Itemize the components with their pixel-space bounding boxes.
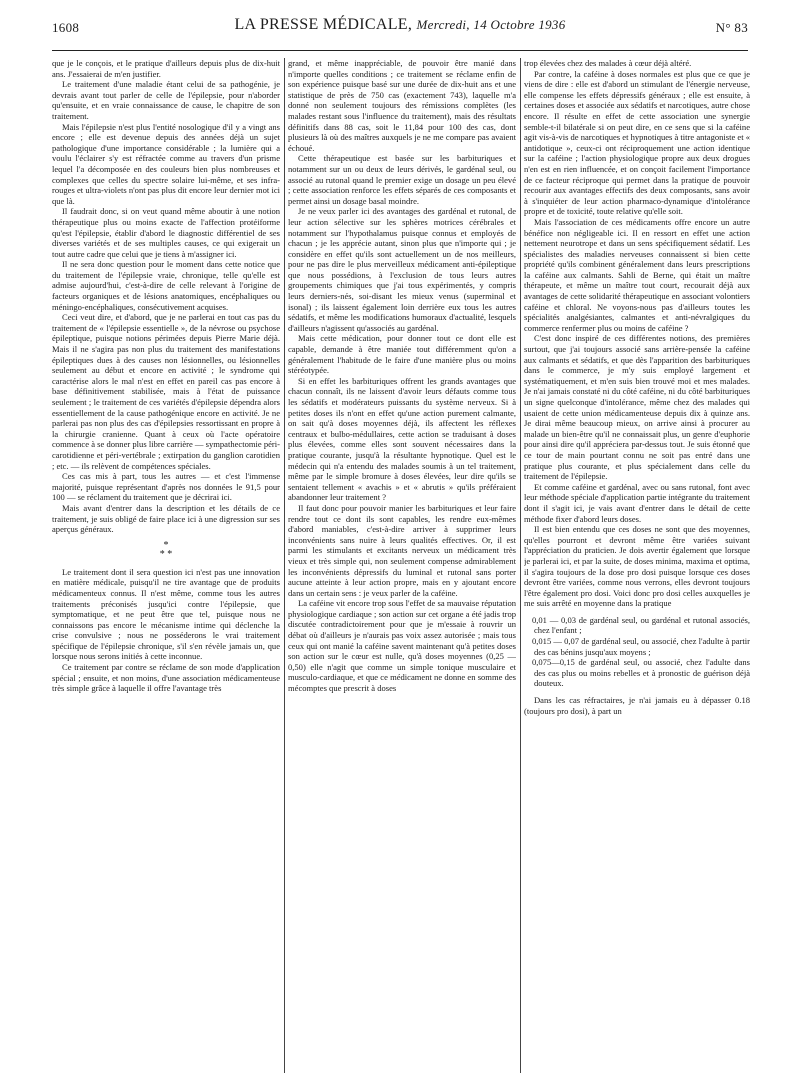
paragraph: que je le conçois, et le pratique d'ailleurs depuis plus de dix-huit ans. J'essaierai de m'en justifier. [52, 58, 280, 79]
paragraph: C'est donc inspiré de ces différentes notions, des premières surtout, que j'ai toujours associé sans arrière-pensée la caféine aux calmants et sédatifs, et que dès l'apparition des barbituriques dans le commerce, je m'y suis employé largement et systématiquement, et m'en suis bien trouvé moi et mes malades. Je n'ai jamais constaté ni du côté caféine, ni du côté barbituriques un signe quelconque d'intolérance, même chez des malades qui usaient de cette union médicamenteuse depuis dix à quinze ans. Je dirai même beaucoup mieux, on arrive ainsi à procurer au malade un bien-être qu'il ne connaissait plus, un genre d'euphorie pour ainsi dire qu'il appréciera par-dessus tout. Je suis étonné que ce tour de main pourtant connu ne soit pas entré dans une pratique plus courante, et plus spécialement dans celle du traitement de l'épilepsie. [524, 333, 750, 482]
paragraph: Il ne sera donc question pour le moment dans cette notice que du traitement de l'épilepsie vraie, chronique, telle qu'elle est admise aujourd'hui, c'est-à-dire de celle relevant à l'origine de facteurs organiques et de lésions anatomiques, encéphaliques ou méningo-encéphaliques, consécutivement acquises. [52, 259, 280, 312]
paragraph: Si en effet les barbituriques offrent les grands avantages que chacun connaît, ils ne laissent d'avoir leurs défauts comme tous les sédatifs et modérateurs puissants du système nerveux. Si à petites doses ils n'ont en effet qu'une action purement calmante, on sait qu'à doses moyennes déjà, ils affectent les réflexes centraux et bulbo-médullaires, cette action se traduisant à doses plus élevées, comme elles sont souvent nécessaires dans la pratique courante, jusqu'à la résultante hypnotique. Quel est le médecin qui n'a entendu des malades soumis à un tel traitement, même par le simple bromure à doses élevées, leur dire qu'ils se sentaient tellement « avachis » et « abrutis » qu'ils préféraient abandonner leur traitement ? [288, 375, 516, 503]
paragraph: Cette thérapeutique est basée sur les barbituriques et notamment sur un ou deux de leurs dérivés, le gardénal seul, ou associé au rutonal quand le premier exige un dosage un peu élevé ; cette association renforce les effets séparés de ces composants et permet ainsi un dosage basal moindre. [288, 153, 516, 206]
paragraph: Par contre, la caféine à doses normales est plus que ce que je viens de dire : elle est d'abord un stimulant de l'énergie nerveuse, elle compense les effets dépressifs généraux ; elle est ensuite, à certaines doses et associée aux sédatifs et narcotiques, autre chose encore. Il résulte en effet de cette association une synergie semble-t-il bilatérale si on peut dire, en ce sens que si la caféine agit vis-à-vis de narcotiques et hypnotiques à titre antagoniste et « antidotique », ceux-ci ont réciproquement une action identique sur la caféine ; l'action physiologique propre aux deux drogues n'en est en rien influencée, et on conçoit facilement l'importance de ce facteur réciproque qui permet dans la pratique de pouvoir recourir aux avantages effectifs des deux composants, sans avoir à s'inquiéter de leur action pharmaco-dynamique d'intolérance propre et de toxicité, toute relative qu'elle soit. [524, 68, 750, 217]
dose-item: 0,075—0,15 de gardénal seul, ou associé, chez l'adulte dans des cas plus ou moins rebelles et à pronostic de guérison déjà douteux. [532, 657, 750, 689]
paragraph: Mais l'épilepsie n'est plus l'entité nosologique d'il y a vingt ans encore ; elle est devenue depuis des années déjà un sujet pathologique d'une importance considérable ; la lumière qui a voulu l'éclairer s'y est réfractée comme au travers d'un prisme lequel l'a décomposée en des couleurs bien plus nombreuses et complexes que celles du spectre solaire lui-même, et ses infra-rouges et ultra-violets n'ont pas plus dit encore leur dernier mot ici que là. [52, 121, 280, 206]
column-divider-1 [284, 58, 285, 1073]
paragraph: grand, et même inappréciable, de pouvoir être manié dans n'importe quelles conditions ; ce traitement se réclame enfin de son expérience puisque basé sur une durée de dix-huit ans et une statistique de près de 750 cas (exactement 743), laquelle m'a donné non seulement toujours des rémissions complètes (les malades restant sous l'influence du traitement), mais des résultats définitifs dans 88 cas, soit le 11,84 pour 100 des cas, dont plusieurs là où des maîtres auxquels je ne me compare pas avaient échoué. [288, 58, 516, 153]
journal-title [52, 16, 748, 34]
paragraph: Ce traitement par contre se réclame de son mode d'application spécial ; ensuite, et non moins, d'une association médicamenteuse très simple grâce à laquelle il offre l'avantage très [52, 662, 280, 694]
paragraph: Je ne veux parler ici des avantages des gardénal et rutonal, de leur action sélective sur les sphères motrices cérébrales et notamment sur l'hypothalamus puisque connus et employés de chacun ; je les apprécie autant, sinon plus que n'importe qui ; je considère en effet qu'ils sont actuellement un de nos meilleurs, pour ne pas dire le plus merveilleux médicament anti-épileptique que nous possédions, à l'exclusion de tous leurs autres groupements chimiques que j'ai tous expérimentés, y compris leurs derniers-nés, soi-disant les mieux venus (superminal et isonal) ; ils laissent également loin derrière eux tous les autres sédatifs, et même les modifications humoraux d'actualité, lesquels d'ailleurs n'agissent qu'associés au gardénal. [288, 206, 516, 333]
column-divider-2 [520, 58, 521, 1073]
paragraph: Il faudrait donc, si on veut quand même aboutir à une notion thérapeutique plus ou moins exacte de l'affection protéiforme qu'est l'épilepsie, établir d'abord le diagnostic différentiel de ses diverses variétés et de ses multiples causes, ce qui exigerait un tout autre cadre que celui que je tiens à m'assigner ici. [52, 206, 280, 259]
journal-name: LA PRESSE MÉDICALE, [234, 16, 413, 33]
paragraph: Ces cas mis à part, tous les autres — et c'est l'immense majorité, puisque représentant d'après nos données le 91,5 pour 100 — se réclament du traitement que je décrirai ici. [52, 471, 280, 503]
paragraph: Il faut donc pour pouvoir manier les barbituriques et leur faire rendre tout ce dont ils sont capables, les rendre eux-mêmes d'abord maniables, c'est-à-dire arriver à supprimer leurs inconvénients sans nuire à leurs qualités effectives. Or, il est parmi les stimulants et excitants nerveux un médicament très vieux et très simple qui, non seulement compense admirablement les inconvénients dépressifs du luminal et rutonal sans porter aucune atteinte à leur action propre, mais en y ajoutant encore dans un certain sens : je veux parler de la caféine. [288, 502, 516, 598]
dose-item: 0,01 — 0,03 de gardénal seul, ou gardénal et rutonal associés, chez l'enfant ; [532, 614, 750, 636]
running-header [52, 16, 748, 40]
paragraph: Et comme caféine et gardénal, avec ou sans rutonal, font avec leur méthode spéciale d'application partie intégrante du traitement dont il s'agit ici, je vais avant d'entrer dans le détail de cette méthode fixer d'abord leurs doses. [524, 481, 750, 524]
section-separator: * * * [159, 539, 173, 560]
dose-item: 0,015 — 0,07 de gardénal seul, ou associé, chez l'adulte à partir des cas bénins jusqu'aux moyens ; [532, 636, 750, 657]
column-2 [288, 58, 516, 1073]
header-rule [52, 50, 748, 51]
paragraph: Le traitement d'une maladie étant celui de sa pathogénie, je devrais avant tout parler de celle de l'épilepsie, pour n'aborder qu'ensuite, et en vraie connaissance de cause, le chapitre de son traitement. [52, 79, 280, 121]
page-number: 1608 [52, 20, 80, 35]
paragraph: Mais avant d'entrer dans la description et les détails de ce traitement, je suis obligé de faire place ici à une digression sur ses aperçus généraux. [52, 502, 280, 535]
paragraph: Il est bien entendu que ces doses ne sont que des moyennes, qu'elles pourront et devront même être variées suivant l'appréciation du praticien. Je dois avertir également que lorsque je parlerai ici, et par la suite, de doses minima, maxima et optima, il s'agira toujours de la dose pro dosi puisque lorsque ces doses devront être variées, comme nous verrons, elles devront toujours l'être également pro dosi. Voici donc pro dosi celles auxquelles je me suis arrêté en moyenne dans la pratique [524, 524, 750, 609]
paragraph: trop élevées chez des malades à cœur déjà altéré. [524, 58, 692, 68]
paragraph: Mais cette médication, pour donner tout ce dont elle est capable, demande à être maniée tout différemment qu'on a généralement l'habitude de le faire d'une manière plus ou moins stéréotypée. [288, 333, 516, 376]
paragraph: La caféine vit encore trop sous l'effet de sa mauvaise réputation physiologique cardiaque ; son action sur cet organe a été jadis trop discutée contradictoirement pour que je m'essaie à rouvrir un débat où d'ailleurs je n'aurais pas voix assez autorisée ; mais tous ceux qui ont manié la caféine savent maintenant qu'à petites doses son action sur le cœur est nulle, qu'à doses moyennes (0,25 — 0,50) elle n'agit que comme un simple tonique musculaire et musculo-cardiaque, et que ce médicament ne donne en somme des mécomptes que prescrit à doses [288, 598, 516, 694]
paragraph: Le traitement dont il sera question ici n'est pas une innovation en matière médicale, puisqu'il ne tire avantage que de produits médicamenteux connus. Il n'est même, comme tous les autres traitements préconisés jusqu'ici contre l'épilepsie, que symptomatique, et ne peut être que tel, puisque nous ne connaissons pas encore le mécanisme intime qui déclenche la crise convulsive ; nous ne posséderons le vrai traitement spécifique de l'épilepsie chronique, s'il s'en révèle jamais un, que lorsque nous serons initiés à cette inconnue. [52, 566, 280, 662]
paragraph: Ceci veut dire, et d'abord, que je ne parlerai en tout cas pas du traitement de « l'épilepsie essentielle », de la névrose ou psychose épileptique, puisque notions périmées depuis Pierre Marie déjà. Mais il ne s'agira pas non plus du traitement des manifestations épileptiques dues à des causes non lésionnelles, ou lésionnelles seulement au début et encore en activité ; le syndrome qui caractérise alors le mal n'est en effet en pareil cas pas encore à base définitivement stabilisée, mais à l'état de puissance seulement ; le traitement de ces variétés d'épilepsie dépendra alors essentiellement de la cause pathogénique encore en activité. Je ne parlerai pas non plus des cas d'épilepsies ressortissant en propre à la chirurgie cranienne. Quant à ceux où l'acte opératoire commence à se donner plus libre carrière — sympathectomie péri-carotidienne et péri-vertébrale ; extirpation du ganglion carotidien ; etc. — ils relèvent de compétences spéciales. [52, 312, 280, 471]
issue-date: Mercredi, 14 Octobre 1936 [416, 17, 566, 32]
column-3 [524, 58, 750, 1073]
column-1 [52, 58, 280, 1073]
paragraph: Dans les cas réfractaires, je n'ai jamais eu à dépasser 0.18 (toujours pro dosi), à part un [524, 695, 750, 716]
paragraph: Mais l'association de ces médicaments offre encore un autre bénéfice non négligeable ici. Il en ressort en effet une action nettement neurotrope et dans un sens spécifiquement sédatif. Les spécialistes des maladies nerveuses connaissent si bien cette propriété qu'ils combinent généralement dans leurs prescriptions la caféine aux calmants. Sahli de Berne, qui était un maître thérapeute, et même un maître tout court, recourait déjà aux avantages de cette solidarité thérapeutique en associant volontiers caféine et chloral. Ne voyons-nous pas d'ailleurs toutes les spécialités analgésiantes, calmantes et anti-névralgiques du commerce renfermer plus ou moins de caféine ? [524, 216, 750, 333]
issue-number: N° 83 [715, 20, 748, 35]
